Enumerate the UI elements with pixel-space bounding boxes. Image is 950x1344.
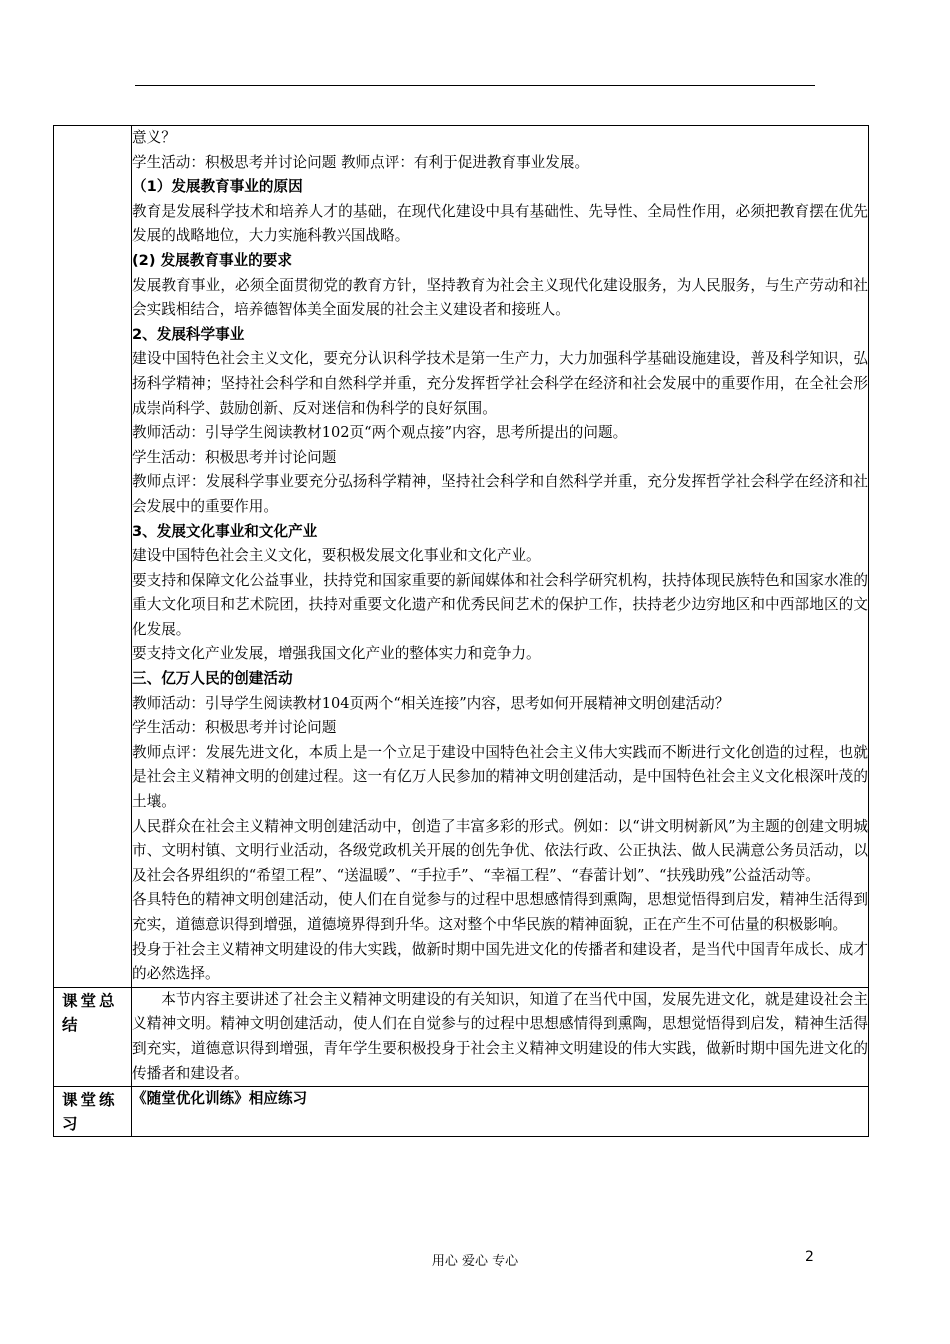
summary-text: 本节内容主要讲述了社会主义精神文明建设的有关知识，知道了在当代中国，发展先进文化，就是建设社会主义精神文明。精神文明创建活动，使人们在自觉参与的过程中思想感情得到熏陶，思想觉悟得到启发，精神生活得到充实，道德意识得到增强，青年学生要积极投身于社会主义精神文明建设的伟大实践，做新时期中国先进文化的传播者和建设者。 — [132, 990, 868, 1082]
summary-row — [54, 987, 869, 1086]
lesson-content — [132, 126, 869, 988]
paragraph: 学生活动：积极思考并讨论问题 — [132, 448, 337, 466]
paragraph: 教育是发展科学技术和培养人才的基础，在现代化建设中具有基础性、先导性、全局性作用，必须把教育摆在优先发展的战略地位，大力实施科教兴国战略。 — [132, 202, 868, 245]
section-heading: 3、发展文化事业和文化产业 — [132, 522, 318, 540]
section-heading: （1）发展教育事业的原因 — [132, 178, 303, 196]
paragraph: 要支持文化产业发展，增强我国文化产业的整体实力和竞争力。 — [132, 645, 541, 663]
paragraph: 建设中国特色社会主义文化，要积极发展文化事业和文化产业。 — [132, 547, 541, 565]
lesson-table — [53, 125, 869, 1137]
paragraph: 意义？ — [132, 129, 176, 146]
paragraph: 投身于社会主义精神文明建设的伟大实践，做新时期中国先进文化的传播者和建设者，是当代中国青年成长、成才的必然选择。 — [132, 940, 868, 983]
practice-row — [54, 1087, 869, 1137]
paragraph: 各具特色的精神文明创建活动，使人们在自觉参与的过程中思想感情得到熏陶，思想觉悟得到启发，精神生活得到充实，道德意识得到增强，道德境界得到升华。这对整个中华民族的精神面貌，正在产生不可估量的积极影响。 — [132, 891, 868, 933]
paragraph: 发展教育事业，必须全面贯彻党的教育方针，坚持教育为社会主义现代化建设服务，为人民服务，与生产劳动和社会实践相结合，培养德智体美全面发展的社会主义建设者和接班人。 — [132, 276, 868, 319]
paragraph: 人民群众在社会主义精神文明创建活动中，创造了丰富多彩的形式。例如：以“讲文明树新风”为主题的创建文明城市、文明村镇、文明行业活动，各级党政机关开展的创先争优、依法行政、公正执法、做人民满意公务员活动，以及社会各界组织的“希望工程”、“送温暖”、“手拉手”、“幸福工程”、“春蕾计划”、“扶残助残”公益活动等。 — [132, 817, 868, 884]
practice-label: 课堂练习 — [62, 1091, 118, 1134]
section-heading: 2、发展科学事业 — [132, 325, 245, 343]
summary-label-cell — [54, 987, 132, 1086]
page-number: 2 — [805, 1249, 814, 1265]
paragraph: 教师活动：引导学生阅读教材102页“两个观点接”内容，思考所提出的问题。 — [132, 424, 628, 442]
summary-label: 课堂总结 — [62, 991, 118, 1034]
paragraph: 学生活动：积极思考并讨论问题 教师点评：有利于促进教育事业发展。 — [132, 153, 590, 171]
section-heading: 三、亿万人民的创建活动 — [132, 670, 293, 688]
header-rule — [135, 85, 815, 86]
summary-content — [132, 987, 869, 1086]
practice-label-cell — [54, 1087, 132, 1137]
paragraph: 学生活动：积极思考并讨论问题 — [132, 719, 337, 737]
page-footer: 用心 爱心 专心 — [431, 1254, 519, 1269]
paragraph: 建设中国特色社会主义文化，要充分认识科学技术是第一生产力，大力加强科学基础设施建设，普及科学知识，弘扬科学精神；坚持社会科学和自然科学并重，充分发挥哲学社会科学在经济和社会发展中的重要作用，在全社会形成崇尚科学、鼓励创新、反对迷信和伪科学的良好氛围。 — [132, 350, 868, 417]
practice-text: 《随堂优化训练》相应练习 — [132, 1090, 308, 1108]
paragraph: 教师活动：引导学生阅读教材104页两个“相关连接”内容，思考如何开展精神文明创建活动？ — [132, 694, 730, 712]
practice-content — [132, 1087, 869, 1137]
paragraph: 教师点评：发展科学事业要充分弘扬科学精神，坚持社会科学和自然科学并重，充分发挥哲学社会科学在经济和社会发展中的重要作用。 — [132, 473, 868, 515]
paragraph: 要支持和保障文化公益事业，扶持党和国家重要的新闻媒体和社会科学研究机构，扶持体现民族特色和国家水准的重大文化项目和艺术院团，扶持对重要文化遗产和优秀民间艺术的保护工作，扶持老少边穷地区和中西部地区的文化发展。 — [132, 571, 868, 638]
empty-label-cell — [54, 126, 132, 988]
section-heading: (2) 发展教育事业的要求 — [132, 251, 292, 269]
content-row — [54, 126, 869, 988]
paragraph: 教师点评：发展先进文化，本质上是一个立足于建设中国特色社会主义伟大实践而不断进行文化创造的过程，也就是社会主义精神文明的创建过程。这一有亿万人民参加的精神文明创建活动，是中国特色社会主义文化根深叶茂的土壤。 — [132, 743, 868, 811]
